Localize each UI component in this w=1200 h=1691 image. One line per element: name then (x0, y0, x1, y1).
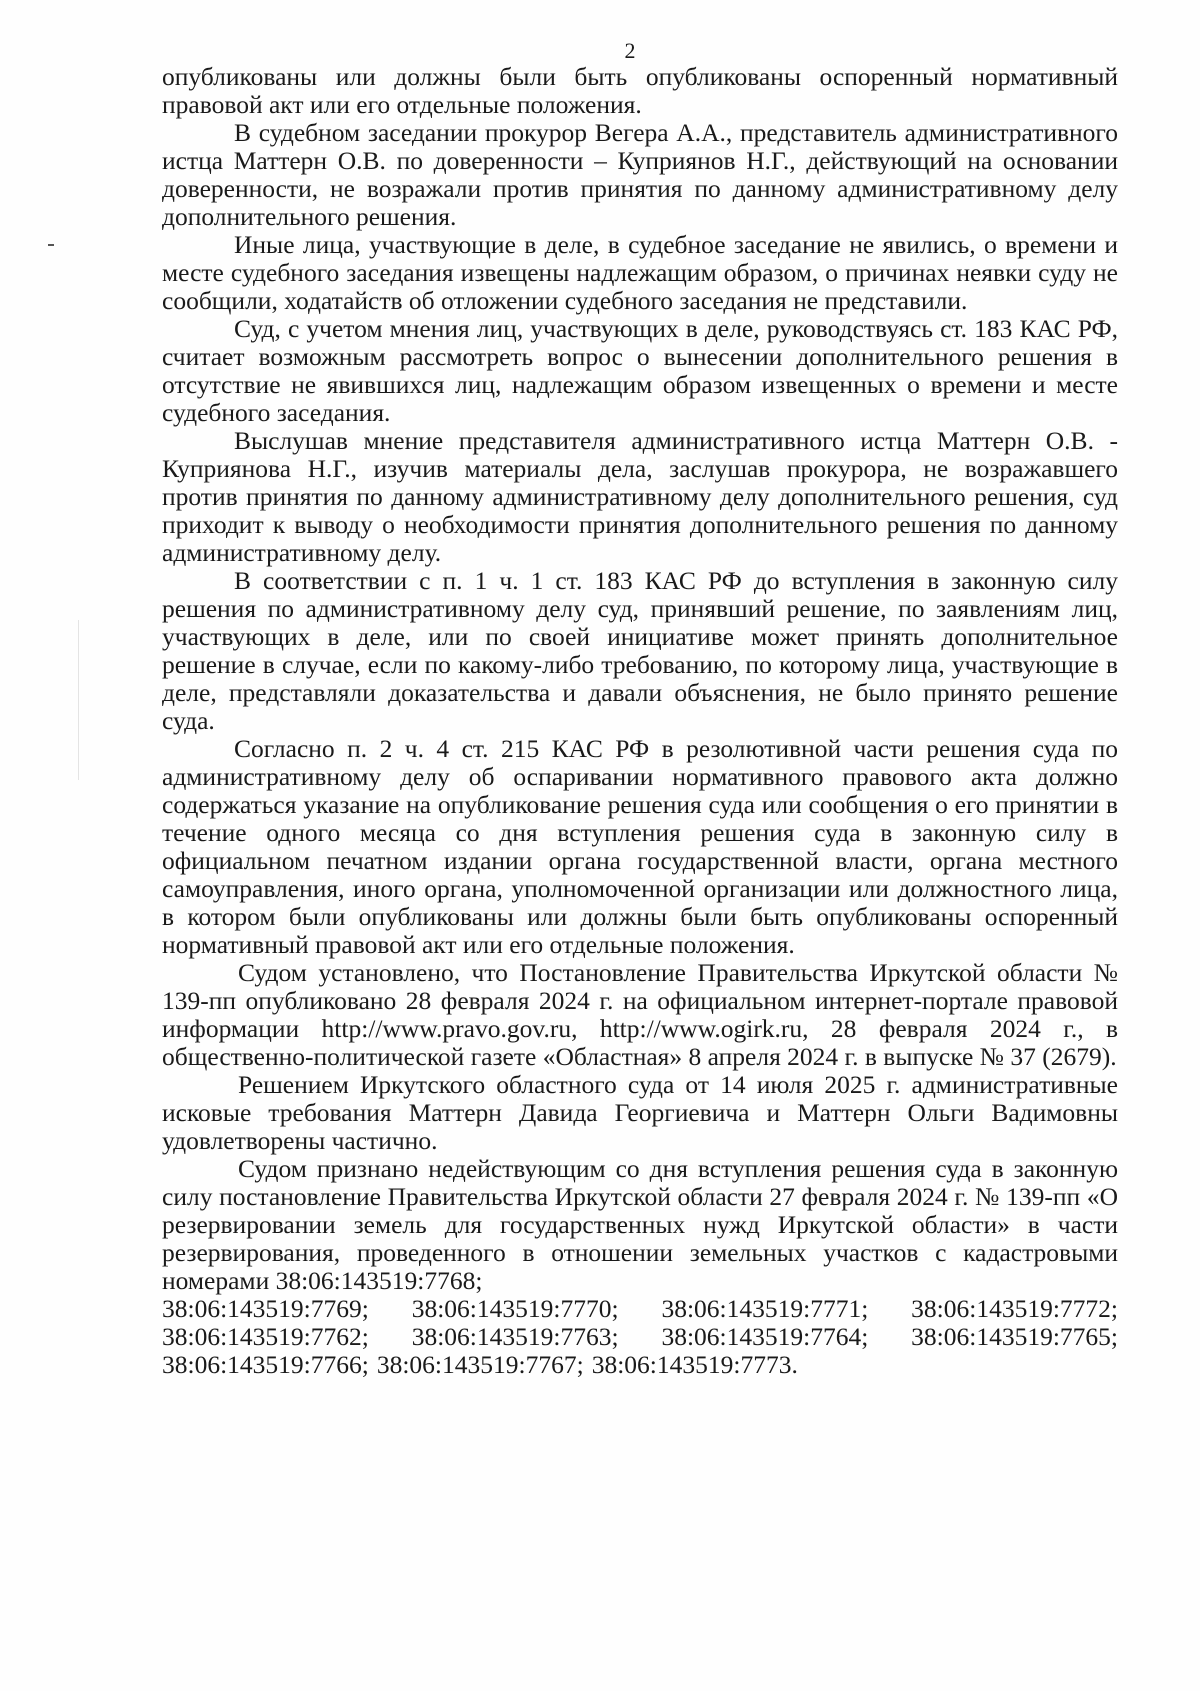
paragraph-6: В соответствии с п. 1 ч. 1 ст. 183 КАС РФ до вступления в законную силу решения по административному делу суд, принявший решение, по заявлениям лиц, участвующих в деле, или по своей инициативе может принять дополнительное решение в случае, если по какому-либо требованию, по которому лица, участвующие в деле, представляли доказательства и давали объяснения, не было принято решение суда. (162, 566, 1118, 735)
cadastral-row (162, 1351, 1118, 1379)
paragraph-10: Судом признано недействующим со дня вступления решения суда в законную силу постановление Правительства Иркутской области 27 февраля 2024 г. № 139-пп «О резервировании земель для государственных нужд Иркутской области» в части резервирования, проведенного в отношении земельных участков с кадастровыми номерами 38:06:143519:7768; (162, 1154, 1118, 1295)
paragraph-1: опубликованы или должны были быть опубликованы оспоренный нормативный правовой акт или его отдельные положения. (162, 62, 1118, 119)
cadastral-number: 38:06:143519:7771; (661, 1294, 869, 1323)
margin-mark (48, 244, 54, 246)
paragraph-9: Решением Иркутского областного суда от 14 июля 2025 г. административные исковые требования Маттерн Давида Георгиевича и Маттерн Ольги Вадимовны удовлетворены частично. (162, 1070, 1118, 1155)
cadastral-number: 38:06:143519:7770; (411, 1294, 619, 1323)
cadastral-row (162, 1323, 1118, 1351)
cadastral-number: 38:06:143519:7766; (162, 1350, 369, 1379)
cadastral-number: 38:06:143519:7763; (411, 1322, 619, 1351)
cadastral-number: 38:06:143519:7762; (162, 1322, 369, 1351)
paragraph-2: В судебном заседании прокурор Вегера А.А., представитель административного истца Маттерн О.В. по доверенности – Куприянов Н.Г., действующий на основании доверенности, не возражали против принятия по данному административному делу дополнительного решения. (162, 118, 1118, 231)
paragraph-5: Выслушав мнение представителя административного истца Маттерн О.В. - Куприянова Н.Г., изучив материалы дела, заслушав прокурора, не возражавшего против принятия по данному административному делу дополнительного решения, суд приходит к выводу о необходимости принятия дополнительного решения по данному административному делу. (162, 426, 1118, 567)
margin-line (78, 620, 79, 780)
paragraph-3: Иные лица, участвующие в деле, в судебное заседание не явились, о времени и месте судебного заседания извещены надлежащим образом, о причинах неявки суду не сообщили, ходатайств об отложении судебного заседания не представили. (162, 230, 1118, 315)
paragraph-4: Суд, с учетом мнения лиц, участвующих в деле, руководствуясь ст. 183 КАС РФ, считает возможным рассмотреть вопрос о вынесении дополнительного решения в отсутствие не явившихся лиц, надлежащим образом извещенных о времени и месте судебного заседания. (162, 314, 1118, 427)
document-body (162, 63, 1118, 1379)
cadastral-row (162, 1295, 1118, 1323)
cadastral-number: 38:06:143519:7769; (162, 1294, 369, 1323)
cadastral-number: 38:06:143519:7764; (661, 1322, 869, 1351)
cadastral-number: 38:06:143519:7765; (911, 1322, 1118, 1351)
cadastral-number: 38:06:143519:7772; (911, 1294, 1118, 1323)
cadastral-number: 38:06:143519:7773. (591, 1350, 798, 1379)
paragraph-7: Согласно п. 2 ч. 4 ст. 215 КАС РФ в резолютивной части решения суда по административному делу об оспаривании нормативного правового акта должно содержаться указание на опубликование решения суда или сообщения о его принятии в течение одного месяца со дня вступления решения суда в законную силу в официальном печатном издании органа государственной власти, органа местного самоуправления, иного органа, уполномоченной организации или должностного лица, в котором были опубликованы или должны были быть опубликованы оспоренный нормативный правовой акт или его отдельные положения. (162, 734, 1118, 959)
paragraph-8: Судом установлено, что Постановление Правительства Иркутской области № 139-пп опубликовано 28 февраля 2024 г. на официальном интернет-портале правовой информации http://www.pravo.gov.ru, http://www.ogirk.ru, 28 февраля 2024 г., в общественно-политической газете «Областная» 8 апреля 2024 г. в выпуске № 37 (2679). (162, 958, 1118, 1071)
page-number: 2 (624, 38, 636, 63)
cadastral-number: 38:06:143519:7767; (376, 1350, 584, 1379)
cadastral-numbers (162, 1295, 1118, 1379)
